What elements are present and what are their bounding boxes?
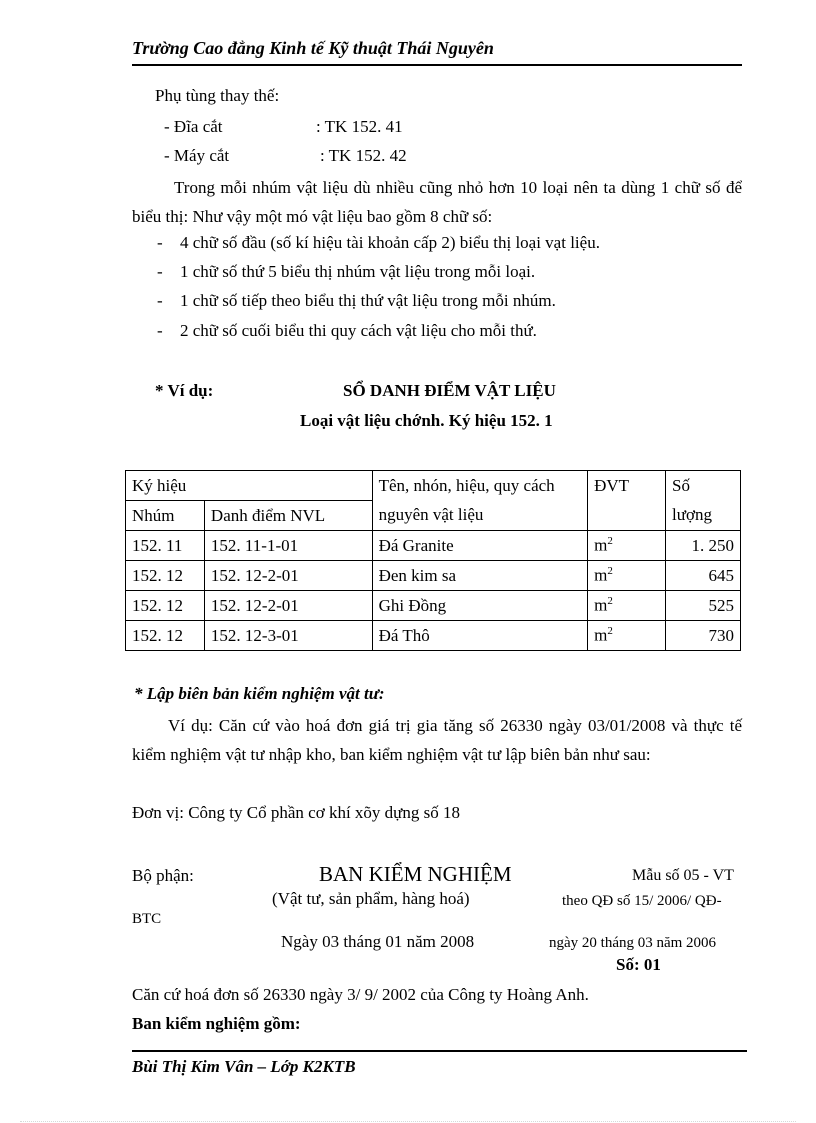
decision-date: ngày 20 tháng 03 năm 2006 — [549, 935, 717, 951]
header-name-line1: Tên, nhón, hiệu, quy cách — [372, 471, 588, 501]
department-label: Bộ phận: — [132, 866, 194, 885]
bullet-dash: - — [157, 321, 163, 340]
spare-parts-title: Phụ tùng thay thế: — [155, 86, 280, 105]
footer-author: Bùi Thị Kim Vân – Lớp K2KTB — [132, 1057, 356, 1076]
form-subtitle: (Vật tư, sản phẩm, hàng hoá) — [272, 889, 470, 908]
basis-line: Căn cứ hoá đơn số 26330 ngày 3/ 9/ 2002 của Công ty Hoàng Anh. — [132, 985, 589, 1004]
unit-sup: 2 — [607, 565, 613, 578]
table-header-row — [126, 501, 741, 531]
table-row — [126, 591, 741, 621]
bullet-dash: - — [157, 291, 163, 310]
example-label: * Ví dụ: — [155, 381, 214, 400]
cell-qty: 525 — [666, 591, 741, 621]
table-row — [126, 531, 741, 561]
cell-code: 152. 11-1-01 — [204, 531, 372, 561]
form-title: BAN KIỂM NGHIỆM — [319, 862, 512, 886]
header-qty-line2: lượng — [666, 501, 741, 531]
unit-text: m — [594, 625, 608, 645]
catalog-subtitle: Loại vật liệu chớnh. Ký hiệu 152. 1 — [300, 411, 553, 430]
cell-unit — [588, 561, 666, 591]
decision-ref-cont: BTC — [132, 911, 162, 927]
board-heading: Ban kiểm nghiệm gồm: — [132, 1014, 301, 1033]
cell-unit — [588, 531, 666, 561]
header-group: Nhúm — [126, 501, 205, 531]
item-name: - Đĩa cắt — [164, 117, 223, 136]
cell-name: Đen kim sa — [372, 561, 588, 591]
cell-name: Ghi Đồng — [372, 591, 588, 621]
header-qty-line1: Số — [666, 471, 741, 501]
catalog-title: SỔ DANH ĐIỂM VẬT LIỆU — [343, 381, 556, 400]
cell-group: 152. 12 — [126, 591, 205, 621]
item-account: : TK 152. 42 — [320, 146, 407, 165]
header-rule — [132, 64, 742, 66]
bullet-item: 1 chữ số tiếp theo biểu thị thứ vật liệu trong mỗi nhúm. — [180, 291, 556, 310]
unit-sup: 2 — [607, 595, 613, 608]
cell-qty: 645 — [666, 561, 741, 591]
header-code: Danh điểm NVL — [204, 501, 372, 531]
cell-unit — [588, 591, 666, 621]
cell-qty: 730 — [666, 621, 741, 651]
unit-text: m — [594, 565, 608, 585]
inspection-heading: * Lập biên bản kiểm nghiệm vật tư: — [134, 684, 385, 703]
bullet-item: 4 chữ số đầu (số kí hiệu tài khoản cấp 2) biểu thị loại vạt liệu. — [180, 233, 600, 252]
form-number: Mẫu số 05 - VT — [632, 867, 734, 884]
unit-line: Đơn vị: Công ty Cổ phần cơ khí xõy dựng số 18 — [132, 803, 460, 822]
cell-code: 152. 12-2-01 — [204, 561, 372, 591]
unit-text: m — [594, 535, 608, 555]
cell-code: 152. 12-2-01 — [204, 591, 372, 621]
form-date: Ngày 03 tháng 01 năm 2008 — [281, 932, 475, 951]
footer-rule — [132, 1050, 747, 1052]
cell-code: 152. 12-3-01 — [204, 621, 372, 651]
header-unit: ĐVT — [588, 471, 666, 501]
cell-unit — [588, 621, 666, 651]
header-symbol: Ký hiệu — [126, 471, 373, 501]
unit-sup: 2 — [607, 625, 613, 638]
material-catalog-table — [125, 470, 741, 651]
header-unit-empty — [588, 501, 666, 531]
document-number: Số: 01 — [616, 955, 661, 974]
bullet-item: 1 chữ số thứ 5 biểu thị nhúm vật liệu trong mỗi loại. — [180, 262, 536, 281]
intro-paragraph: Trong mỗi nhúm vật liệu dù nhiều cũng nhỏ hơn 10 loại nên ta dùng 1 chữ số để biểu thị: Như vậy một mó vật liệu bao gồm 8 chữ số: — [132, 178, 742, 226]
cell-name: Đá Thô — [372, 621, 588, 651]
page-header-title: Trường Cao đẳng Kinh tế Kỹ thuật Thái Nguyên — [132, 38, 494, 58]
bullet-dash: - — [157, 262, 163, 281]
unit-text: m — [594, 595, 608, 615]
cell-group: 152. 12 — [126, 621, 205, 651]
item-name: - Máy cắt — [164, 146, 230, 165]
table-row — [126, 621, 741, 651]
cell-name: Đá Granite — [372, 531, 588, 561]
cell-qty: 1. 250 — [666, 531, 741, 561]
table-row — [126, 561, 741, 591]
decision-ref: theo QĐ số 15/ 2006/ QĐ- — [562, 893, 722, 909]
table-header-row — [126, 471, 741, 501]
inspection-paragraph: Ví dụ: Căn cứ vào hoá đơn giá trị gia tăng số 26330 ngày 03/01/2008 và thực tế kiểm nghiệm vật tư nhập kho, ban kiểm nghiệm vật tư lập biên bản như sau: — [132, 716, 742, 764]
bullet-item: 2 chữ số cuối biểu thi quy cách vật liệu cho mỗi thứ. — [180, 321, 537, 340]
page-edge — [20, 1121, 796, 1122]
cell-group: 152. 11 — [126, 531, 205, 561]
bullet-dash: - — [157, 233, 163, 252]
cell-group: 152. 12 — [126, 561, 205, 591]
unit-sup: 2 — [607, 535, 613, 548]
item-account: : TK 152. 41 — [316, 117, 403, 136]
header-name-line2: nguyên vật liệu — [372, 501, 588, 531]
